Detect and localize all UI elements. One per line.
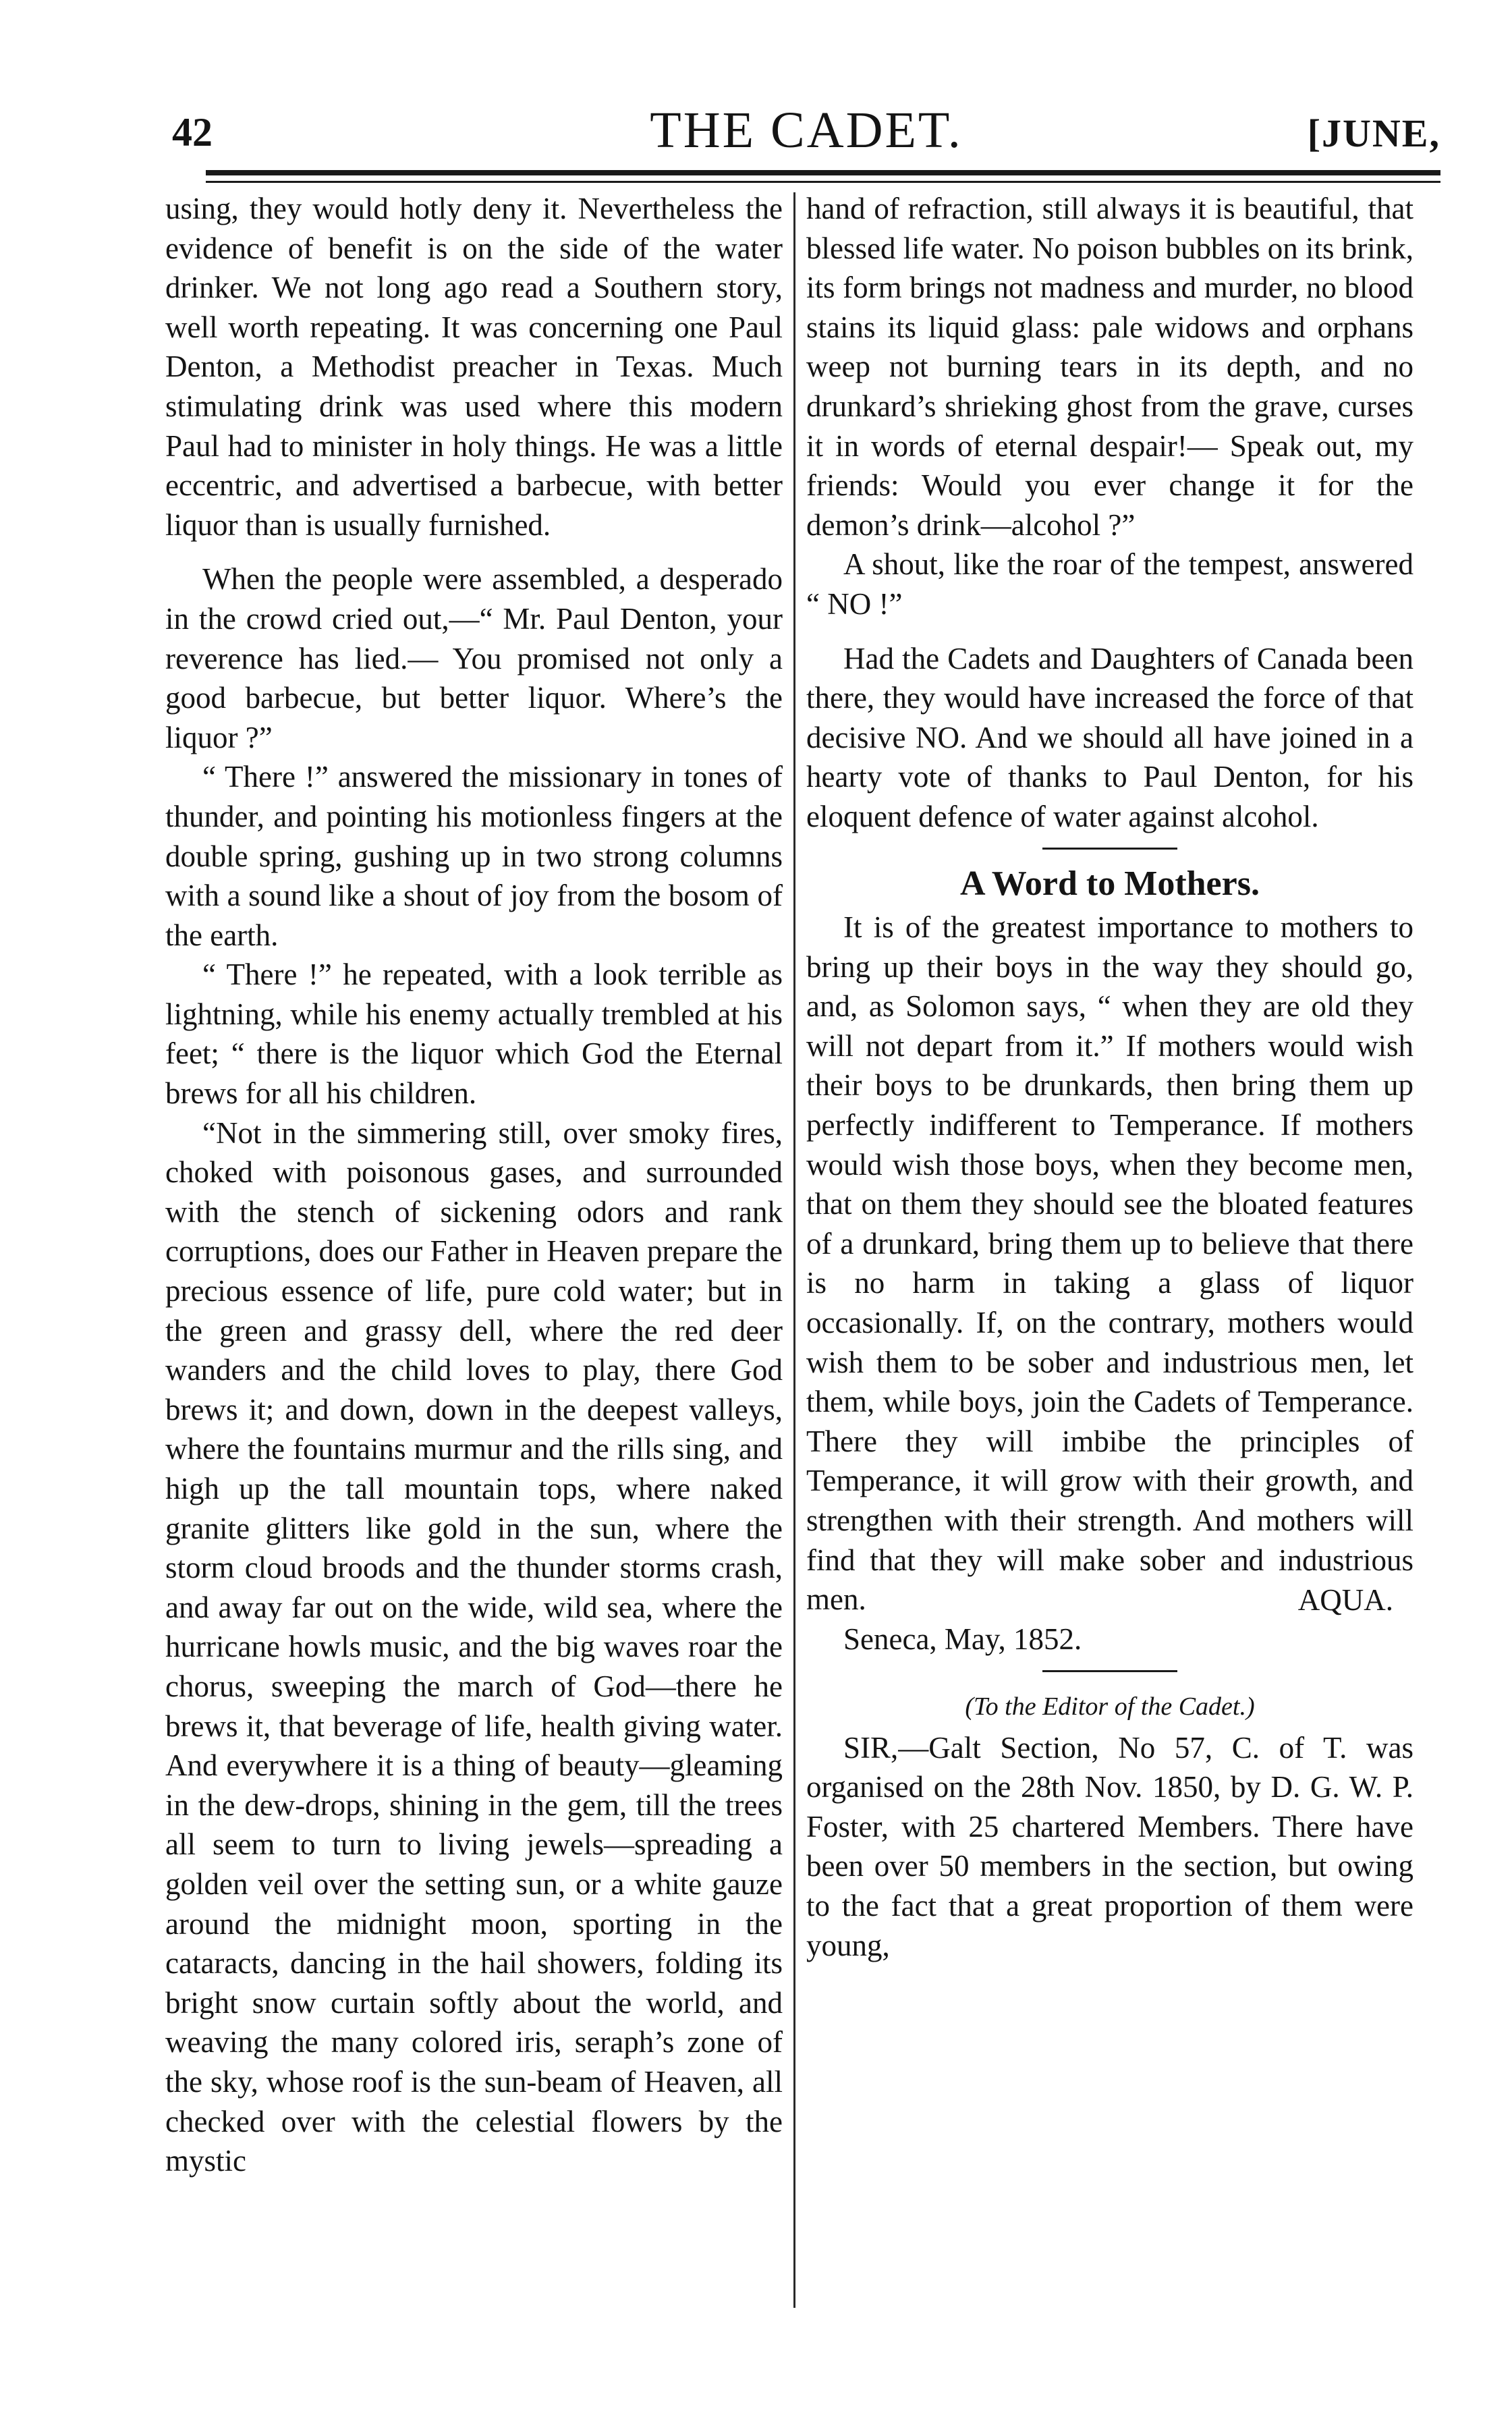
article-paragraph: A shout, like the roar of the tempest, answered “ NO !”	[806, 547, 1413, 621]
author-signature: AQUA.	[1297, 1582, 1393, 1617]
section-divider	[1042, 848, 1177, 850]
letter-paragraph: SIR,—Galt Section, No 57, C. of T. was organised on the 28th Nov. 1850, by D. G. W. P. Foster, with 25 chartered Members. There have been over 50 members in the section, but owing to the fact that a great proportion of them were young,	[806, 1730, 1413, 1962]
dateline: Seneca, May, 1852.	[843, 1622, 1082, 1657]
journal-title: THE CADET.	[650, 102, 963, 159]
article-paragraph: It is of the greatest importance to mothers to bring up their boys in the way they should go, and, as Solomon says, “ when they are old they will not depart from it.” If mothers would wish their boys to be drunkards, then bring them up perfectly indifferent to Temperance. If mothers would wish those boys, when they become men, that on them they should see the bloated features of a drunkard, bring them up to believe that there is no harm in taking a glass of liquor occasionally. If, on the contrary, mothers would wish them to be sober and industrious men, let them, while boys, join the Cadets of Temperance. There they will imbibe the principles of Temperance, it will grow with their growth, and strengthen with their strength. And mothers will find that they will make sober and industrious men.	[806, 910, 1413, 1617]
header-rule-thin	[206, 181, 1440, 183]
article-paragraph: “ There !” answered the missionary in tones of thunder, and pointing his motionless fingers at the double spring, gushing up in two strong columns with a sound like a shout of joy from the bosom of the earth.	[165, 760, 783, 952]
left-column	[165, 189, 783, 2181]
issue-month: [JUNE,	[1307, 111, 1440, 155]
page-header	[172, 101, 1440, 162]
article-paragraph: hand of refraction, still always it is beautiful, that blessed life water. No poison bubbles on its brink, its form brings not madness and murder, no blood stains its liquid glass: pale widows and orphans weep not burning tears in its depth, and no drunkard’s shrieking ghost from the grave, curses it in words of eternal despair!— Speak out, my friends: Would you ever change it for the demon’s drink—alcohol ?”	[806, 192, 1413, 542]
column-divider	[793, 192, 795, 2308]
page-number: 42	[172, 110, 213, 155]
right-column	[806, 189, 1413, 1965]
article-paragraph: “ There !” he repeated, with a look terrible as lightning, while his enemy actually trembled at his feet; “ there is the liquor which God the Eternal brews for all his children.	[165, 958, 783, 1111]
editor-note: (To the Editor of the Cadet.)	[965, 1692, 1255, 1721]
header-rule-thick	[206, 170, 1440, 175]
section-divider	[1042, 1670, 1177, 1672]
article-paragraph: “Not in the simmering still, over smoky fires, choked with poisonous gases, and surrounded with the stench of sickening odors and rank corruptions, does our Father in Heaven prepare the precious essence of life, pure cold water; but in the green and grassy dell, where the red deer wanders and the child loves to play, there God brews it; and down, down in the deepest valleys, where the fountains murmur and the rills sing, and high up the tall mountain tops, where naked granite glitters like gold in the sun, where the storm cloud broods and the thunder storms crash, and away far out on the wide, wild sea, where the hurricane howls music, and the big waves roar the chorus, sweeping the march of God—there he brews it, that beverage of life, health giving water. And everywhere it is a thing of beauty—gleaming in the dew-drops, shining in the gem, till the trees all seem to turn to living jewels—spreading a golden veil over the setting sun, or a white gauze around the midnight moon, sporting in the cataracts, dancing in the hail showers, folding its bright snow curtain softly about the world, and weaving the many colored iris, seraph’s zone of the sky, whose roof is the sun-beam of Heaven, all checked over with the celestial flowers by the mystic	[165, 1115, 783, 2178]
article-paragraph: When the people were assembled, a desperado in the crowd cried out,—“ Mr. Paul Denton, your reverence has lied.— You promised not only a good barbecue, but better liquor. Where’s the liquor ?”	[165, 562, 783, 754]
article-paragraph: Had the Cadets and Daughters of Canada been there, they would have increased the force of that decisive NO. And we should all have joined in a hearty vote of thanks to Paul Denton, for his eloquent defence of water against alcohol.	[806, 641, 1413, 833]
article-title: A Word to Mothers.	[960, 864, 1260, 903]
article-paragraph: using, they would hotly deny it. Nevertheless the evidence of benefit is on the side of the water drinker. We not long ago read a Southern story, well worth repeating. It was concerning one Paul Denton, a Methodist preacher in Texas. Much stimulating drink was used where this modern Paul had to minister in holy things. He was a little eccentric, and advertised a barbecue, with better liquor than is usually furnished.	[165, 192, 783, 542]
